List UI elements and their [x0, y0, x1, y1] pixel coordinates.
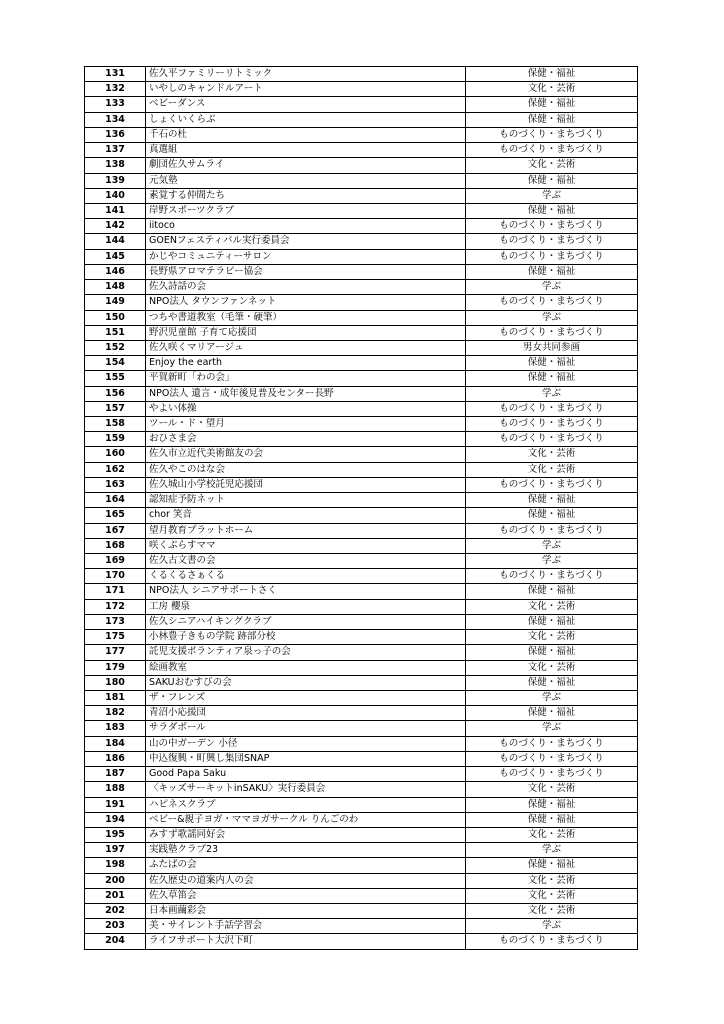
row-number-cell: 134 — [85, 112, 146, 127]
category-cell: 学ぶ — [466, 280, 638, 295]
category-cell: 文化・芸術 — [466, 660, 638, 675]
row-number-cell: 144 — [85, 234, 146, 249]
category-cell: 学ぶ — [466, 188, 638, 203]
group-name-cell: しょくいくらぶ — [146, 112, 466, 127]
table-row — [85, 614, 638, 629]
category-cell: 学ぶ — [466, 310, 638, 325]
group-name-cell: 元気塾 — [146, 173, 466, 188]
row-number-cell: 156 — [85, 386, 146, 401]
category-cell: 保健・福祉 — [466, 706, 638, 721]
category-cell: ものづくり・まちづくり — [466, 401, 638, 416]
category-cell: 保健・福祉 — [466, 584, 638, 599]
group-name-cell: 平賀新町「わの会」 — [146, 371, 466, 386]
table-row — [85, 812, 638, 827]
row-number-cell: 194 — [85, 812, 146, 827]
group-name-cell: くるくるさぁくる — [146, 569, 466, 584]
row-number-cell: 138 — [85, 158, 146, 173]
group-name-cell: 咲くぷらすママ — [146, 538, 466, 553]
group-name-cell: 素覚する仲間たち — [146, 188, 466, 203]
group-name-cell: 佐久歴史の道案内人の会 — [146, 873, 466, 888]
row-number-cell: 172 — [85, 599, 146, 614]
category-cell: ものづくり・まちづくり — [466, 477, 638, 492]
group-name-cell: Good Papa Saku — [146, 767, 466, 782]
group-name-cell: Enjoy the earth — [146, 356, 466, 371]
table-row — [85, 371, 638, 386]
row-number-cell: 136 — [85, 127, 146, 142]
row-number-cell: 182 — [85, 706, 146, 721]
group-name-cell: ハピネスクラブ — [146, 797, 466, 812]
group-name-cell: GOENフェスティバル実行委員会 — [146, 234, 466, 249]
category-cell: 保健・福祉 — [466, 112, 638, 127]
group-name-cell: 野沢児童館 子育て応援団 — [146, 325, 466, 340]
category-cell: 文化・芸術 — [466, 82, 638, 97]
group-name-cell: 日本画繭彩会 — [146, 904, 466, 919]
category-cell: ものづくり・まちづくり — [466, 736, 638, 751]
row-number-cell: 184 — [85, 736, 146, 751]
table-row — [85, 630, 638, 645]
group-name-cell: 岸野スポーツクラブ — [146, 203, 466, 218]
table-row — [85, 310, 638, 325]
group-name-cell: iitoco — [146, 219, 466, 234]
table-row — [85, 401, 638, 416]
group-name-cell: 佐久城山小学校託児応援団 — [146, 477, 466, 492]
table-row — [85, 904, 638, 919]
table-row — [85, 843, 638, 858]
group-name-cell: 佐久古文書の会 — [146, 554, 466, 569]
row-number-cell: 191 — [85, 797, 146, 812]
table-row — [85, 508, 638, 523]
row-number-cell: 139 — [85, 173, 146, 188]
group-name-cell: 佐久平ファミリーリトミック — [146, 67, 466, 82]
group-name-cell: 佐久シニアハイキングクラブ — [146, 614, 466, 629]
row-number-cell: 204 — [85, 934, 146, 949]
category-cell: 文化・芸術 — [466, 158, 638, 173]
row-number-cell: 131 — [85, 67, 146, 82]
category-cell: 学ぶ — [466, 554, 638, 569]
table-row — [85, 127, 638, 142]
table-row — [85, 477, 638, 492]
group-name-cell: 長野県アロマテラピー協会 — [146, 264, 466, 279]
table-row — [85, 934, 638, 949]
table-row — [85, 706, 638, 721]
table-row — [85, 432, 638, 447]
row-number-cell: 168 — [85, 538, 146, 553]
table-row — [85, 295, 638, 310]
group-name-cell: 託児支援ボランティア泉っ子の会 — [146, 645, 466, 660]
row-number-cell: 200 — [85, 873, 146, 888]
group-name-cell: 劇団佐久サムライ — [146, 158, 466, 173]
table-row — [85, 873, 638, 888]
category-cell: 保健・福祉 — [466, 858, 638, 873]
table-row — [85, 569, 638, 584]
table-row — [85, 584, 638, 599]
group-name-cell: 〈キッズサーキットinSAKU〉実行委員会 — [146, 782, 466, 797]
category-cell: 学ぶ — [466, 386, 638, 401]
row-number-cell: 171 — [85, 584, 146, 599]
table-row — [85, 158, 638, 173]
table-row — [85, 538, 638, 553]
row-number-cell: 170 — [85, 569, 146, 584]
table-row — [85, 767, 638, 782]
group-name-cell: ザ・フレンズ — [146, 690, 466, 705]
group-name-cell: 中込復興・町興し集団SNAP — [146, 751, 466, 766]
group-name-cell: 小林豊子きもの学院 跡部分校 — [146, 630, 466, 645]
group-name-cell: おひさま会 — [146, 432, 466, 447]
category-cell: ものづくり・まちづくり — [466, 234, 638, 249]
table-row — [85, 219, 638, 234]
category-cell: ものづくり・まちづくり — [466, 432, 638, 447]
table-row — [85, 721, 638, 736]
row-number-cell: 177 — [85, 645, 146, 660]
category-cell: 文化・芸術 — [466, 599, 638, 614]
row-number-cell: 195 — [85, 827, 146, 842]
category-cell: 文化・芸術 — [466, 630, 638, 645]
category-cell: 文化・芸術 — [466, 904, 638, 919]
row-number-cell: 198 — [85, 858, 146, 873]
category-cell: 学ぶ — [466, 538, 638, 553]
category-cell: 学ぶ — [466, 919, 638, 934]
row-number-cell: 188 — [85, 782, 146, 797]
table-row — [85, 203, 638, 218]
category-cell: 保健・福祉 — [466, 508, 638, 523]
table-row — [85, 234, 638, 249]
group-list-table — [84, 66, 638, 950]
group-name-cell: 工房 櫻泉 — [146, 599, 466, 614]
row-number-cell: 202 — [85, 904, 146, 919]
row-number-cell: 146 — [85, 264, 146, 279]
table-row — [85, 493, 638, 508]
row-number-cell: 132 — [85, 82, 146, 97]
group-name-cell: 山の中ガーデン 小径 — [146, 736, 466, 751]
table-row — [85, 356, 638, 371]
table-row — [85, 249, 638, 264]
row-number-cell: 158 — [85, 417, 146, 432]
category-cell: 保健・福祉 — [466, 675, 638, 690]
table-body — [85, 67, 638, 950]
category-cell: 学ぶ — [466, 690, 638, 705]
category-cell: 保健・福祉 — [466, 812, 638, 827]
row-number-cell: 150 — [85, 310, 146, 325]
category-cell: 保健・福祉 — [466, 203, 638, 218]
group-name-cell: 青沼小応援団 — [146, 706, 466, 721]
category-cell: ものづくり・まちづくり — [466, 143, 638, 158]
row-number-cell: 133 — [85, 97, 146, 112]
row-number-cell: 180 — [85, 675, 146, 690]
table-row — [85, 417, 638, 432]
group-name-cell: 佐久市立近代美術館友の会 — [146, 447, 466, 462]
category-cell: 文化・芸術 — [466, 873, 638, 888]
category-cell: 保健・福祉 — [466, 797, 638, 812]
table-row — [85, 660, 638, 675]
table-row — [85, 462, 638, 477]
category-cell: 男女共同参画 — [466, 340, 638, 355]
table-row — [85, 675, 638, 690]
row-number-cell: 145 — [85, 249, 146, 264]
row-number-cell: 201 — [85, 888, 146, 903]
group-name-cell: 佐久やこのはな会 — [146, 462, 466, 477]
table-row — [85, 325, 638, 340]
category-cell: 保健・福祉 — [466, 264, 638, 279]
group-name-cell: かじやコミュニティーサロン — [146, 249, 466, 264]
row-number-cell: 165 — [85, 508, 146, 523]
category-cell: 保健・福祉 — [466, 493, 638, 508]
category-cell: ものづくり・まちづくり — [466, 219, 638, 234]
group-name-cell: SAKUおむすびの会 — [146, 675, 466, 690]
table-row — [85, 340, 638, 355]
category-cell: 文化・芸術 — [466, 447, 638, 462]
group-name-cell: やよい体操 — [146, 401, 466, 416]
row-number-cell: 163 — [85, 477, 146, 492]
table-row — [85, 67, 638, 82]
group-name-cell: つちや書道教室（毛筆・硬筆） — [146, 310, 466, 325]
row-number-cell: 173 — [85, 614, 146, 629]
row-number-cell: 186 — [85, 751, 146, 766]
category-cell: 文化・芸術 — [466, 827, 638, 842]
group-name-cell: 千石の杜 — [146, 127, 466, 142]
table-row — [85, 858, 638, 873]
group-name-cell: いやしのキャンドルアート — [146, 82, 466, 97]
category-cell: ものづくり・まちづくり — [466, 249, 638, 264]
table-row — [85, 112, 638, 127]
category-cell: 保健・福祉 — [466, 645, 638, 660]
table-row — [85, 264, 638, 279]
group-name-cell: ベビーダンス — [146, 97, 466, 112]
category-cell: 保健・福祉 — [466, 614, 638, 629]
row-number-cell: 154 — [85, 356, 146, 371]
table-row — [85, 188, 638, 203]
row-number-cell: 179 — [85, 660, 146, 675]
group-name-cell: 認知症予防ネット — [146, 493, 466, 508]
category-cell: 保健・福祉 — [466, 371, 638, 386]
category-cell: ものづくり・まちづくり — [466, 295, 638, 310]
row-number-cell: 203 — [85, 919, 146, 934]
row-number-cell: 183 — [85, 721, 146, 736]
row-number-cell: 141 — [85, 203, 146, 218]
table-row — [85, 447, 638, 462]
table-row — [85, 919, 638, 934]
group-name-cell: chor 笑音 — [146, 508, 466, 523]
group-name-cell: NPO法人 遺言・成年後見普及センター長野 — [146, 386, 466, 401]
group-name-cell: ふたばの会 — [146, 858, 466, 873]
category-cell: 文化・芸術 — [466, 888, 638, 903]
category-cell: ものづくり・まちづくり — [466, 934, 638, 949]
table-row — [85, 143, 638, 158]
category-cell: 学ぶ — [466, 843, 638, 858]
group-name-cell: 望月教育プラットホーム — [146, 523, 466, 538]
group-name-cell: ライフサポート大沢下町 — [146, 934, 466, 949]
group-name-cell: 美・サイレント手話学習会 — [146, 919, 466, 934]
table-row — [85, 782, 638, 797]
category-cell: 文化・芸術 — [466, 782, 638, 797]
row-number-cell: 181 — [85, 690, 146, 705]
table-row — [85, 280, 638, 295]
row-number-cell: 142 — [85, 219, 146, 234]
row-number-cell: 167 — [85, 523, 146, 538]
row-number-cell: 159 — [85, 432, 146, 447]
row-number-cell: 151 — [85, 325, 146, 340]
group-name-cell: 実践塾クラブ23 — [146, 843, 466, 858]
category-cell: ものづくり・まちづくり — [466, 751, 638, 766]
category-cell: ものづくり・まちづくり — [466, 127, 638, 142]
category-cell: 保健・福祉 — [466, 356, 638, 371]
category-cell: ものづくり・まちづくり — [466, 325, 638, 340]
table-row — [85, 797, 638, 812]
category-cell: 学ぶ — [466, 721, 638, 736]
category-cell: ものづくり・まちづくり — [466, 417, 638, 432]
table-row — [85, 173, 638, 188]
table-row — [85, 82, 638, 97]
group-name-cell: 絵画教室 — [146, 660, 466, 675]
row-number-cell: 148 — [85, 280, 146, 295]
row-number-cell: 157 — [85, 401, 146, 416]
table-row — [85, 97, 638, 112]
row-number-cell: 149 — [85, 295, 146, 310]
row-number-cell: 197 — [85, 843, 146, 858]
table-row — [85, 599, 638, 614]
group-name-cell: ベビー&親子ヨガ・ママヨガサークル りんごのわ — [146, 812, 466, 827]
group-name-cell: みすず歌謡同好会 — [146, 827, 466, 842]
category-cell: 保健・福祉 — [466, 173, 638, 188]
row-number-cell: 152 — [85, 340, 146, 355]
category-cell: ものづくり・まちづくり — [466, 767, 638, 782]
row-number-cell: 164 — [85, 493, 146, 508]
row-number-cell: 169 — [85, 554, 146, 569]
row-number-cell: 175 — [85, 630, 146, 645]
table-row — [85, 386, 638, 401]
table-row — [85, 827, 638, 842]
table-row — [85, 523, 638, 538]
category-cell: 保健・福祉 — [466, 67, 638, 82]
group-name-cell: 真選組 — [146, 143, 466, 158]
category-cell: 文化・芸術 — [466, 462, 638, 477]
group-name-cell: サラダボール — [146, 721, 466, 736]
row-number-cell: 140 — [85, 188, 146, 203]
category-cell: ものづくり・まちづくり — [466, 569, 638, 584]
table-row — [85, 736, 638, 751]
table-row — [85, 888, 638, 903]
table-row — [85, 690, 638, 705]
group-name-cell: 佐久咲くマリアージュ — [146, 340, 466, 355]
row-number-cell: 160 — [85, 447, 146, 462]
group-name-cell: 佐久草笛会 — [146, 888, 466, 903]
table-row — [85, 645, 638, 660]
row-number-cell: 187 — [85, 767, 146, 782]
table-row — [85, 751, 638, 766]
category-cell: 保健・福祉 — [466, 97, 638, 112]
group-name-cell: 佐久詩話の会 — [146, 280, 466, 295]
group-name-cell: NPO法人 タウンファンネット — [146, 295, 466, 310]
group-name-cell: ツール・ド・望月 — [146, 417, 466, 432]
row-number-cell: 162 — [85, 462, 146, 477]
group-name-cell: NPO法人 シニアサポートさく — [146, 584, 466, 599]
category-cell: ものづくり・まちづくり — [466, 523, 638, 538]
row-number-cell: 137 — [85, 143, 146, 158]
table-row — [85, 554, 638, 569]
row-number-cell: 155 — [85, 371, 146, 386]
